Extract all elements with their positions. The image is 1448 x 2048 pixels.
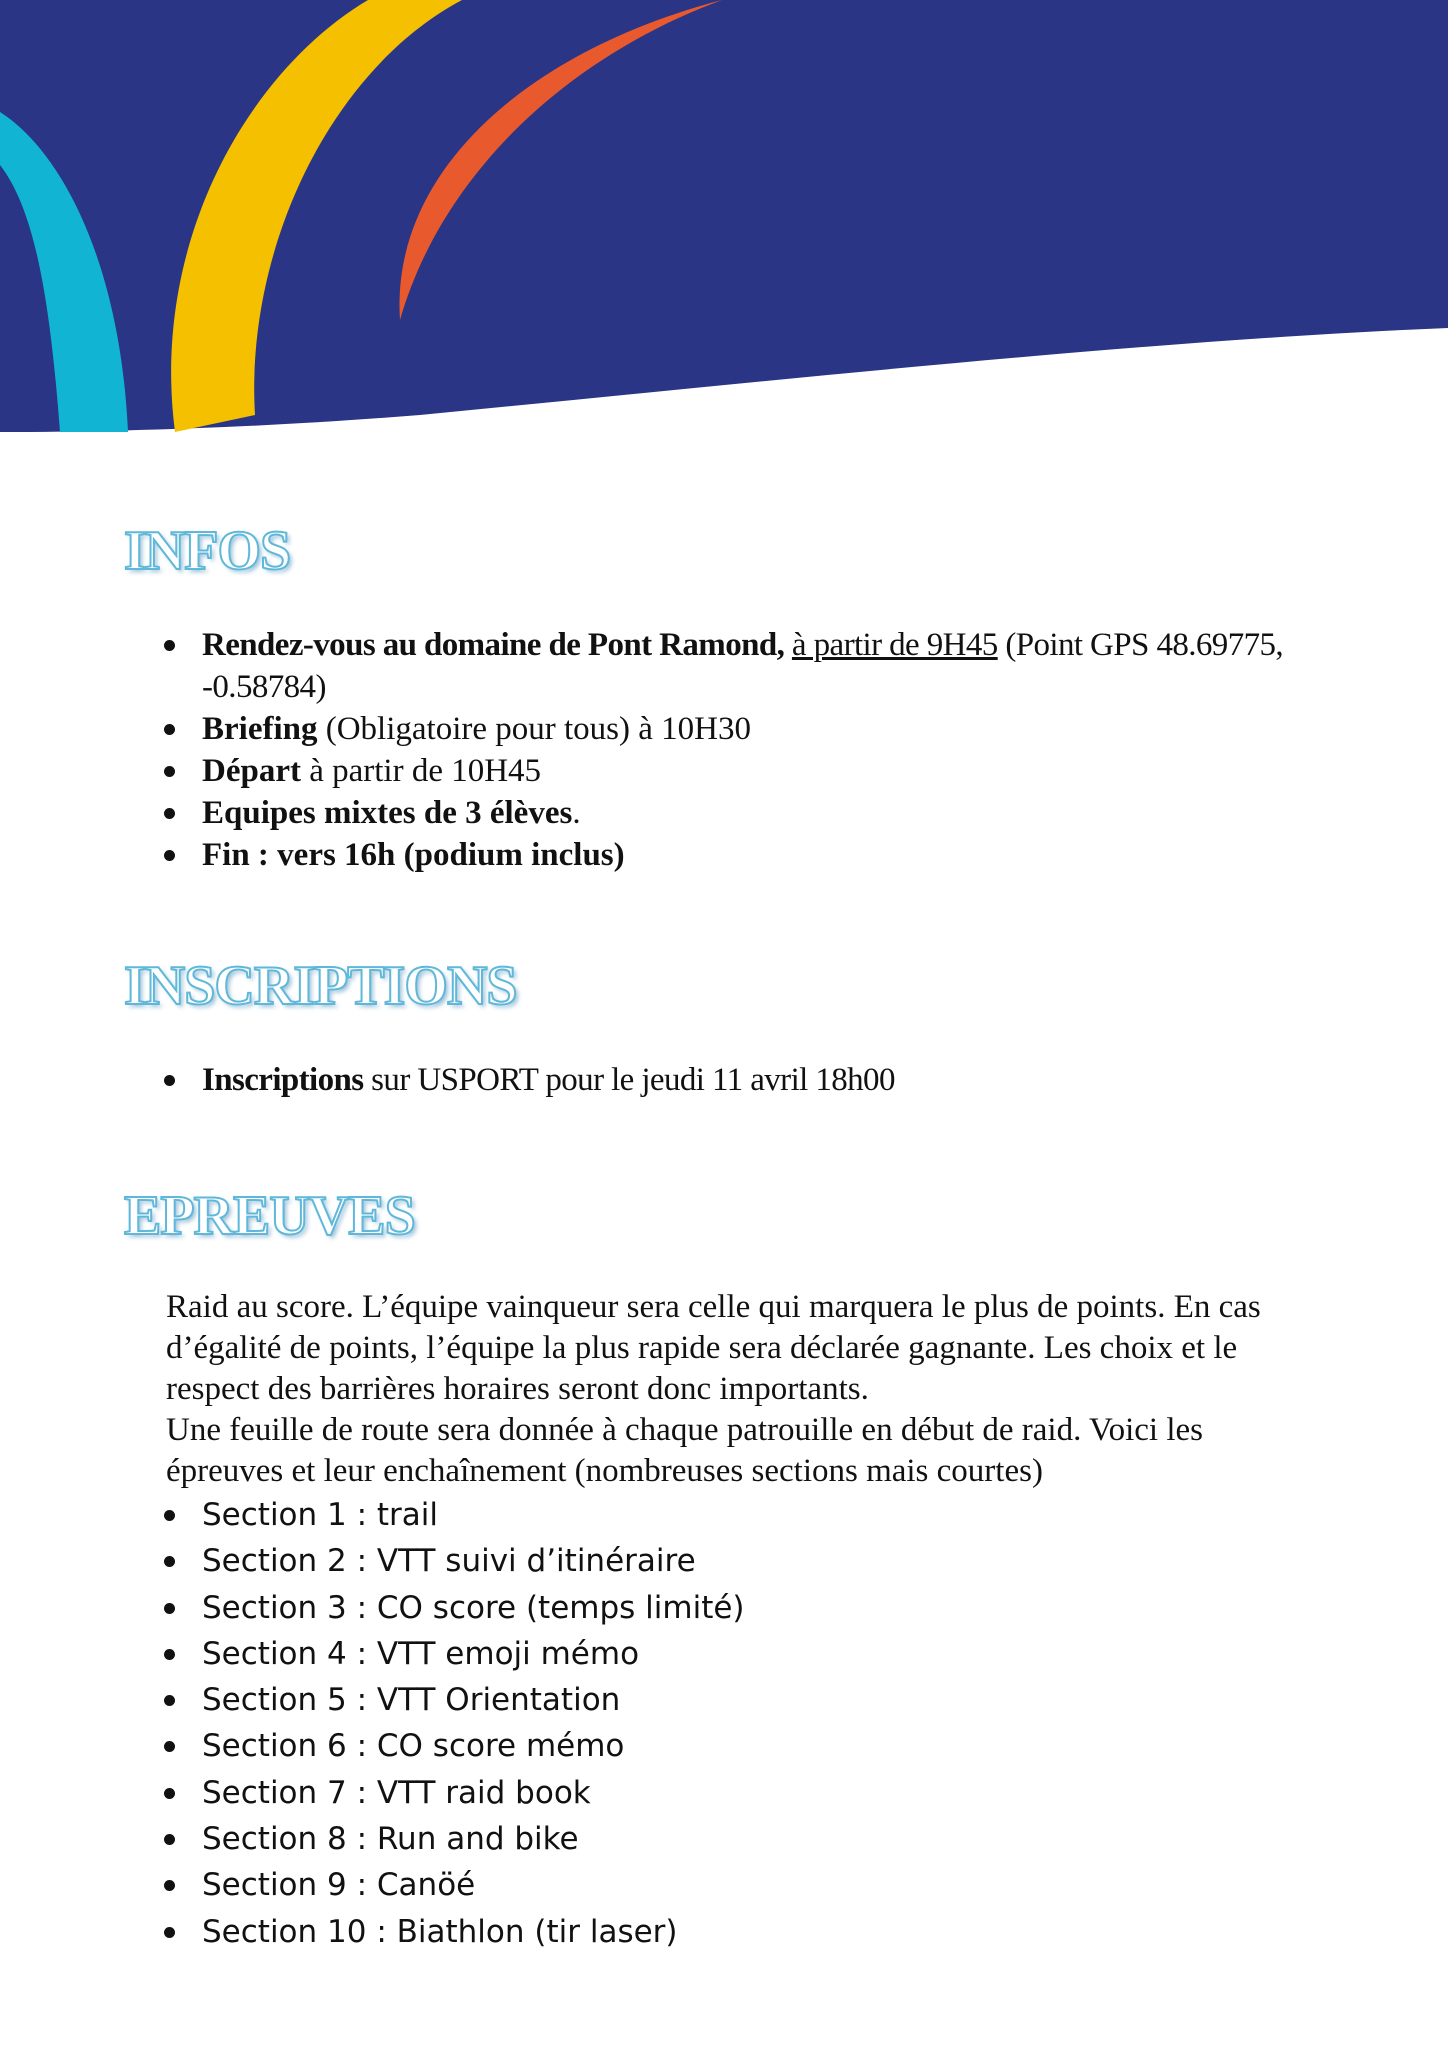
section-item: Section 3 : CO score (temps limité): [160, 1585, 1310, 1631]
inscriptions-item: [160, 1059, 1310, 1101]
infos-item-briefing: [160, 708, 1310, 750]
epreuves-paragraph-rules: Raid au score. L’équipe vainqueur sera celle qui marquera le plus de points. En cas d’égalité de points, l’équipe la plus rapide sera déclarée gagnante. Les choix et le respect des barrières horaires seront donc importants.: [166, 1289, 1261, 1407]
end-label: Fin : vers 16h (podium inclus): [202, 837, 625, 873]
section-item: Section 7 : VTT raid book: [160, 1770, 1310, 1816]
gps-point: (Point GPS 48.69775, -0.58784): [202, 627, 1284, 705]
teams-period: .: [572, 795, 581, 831]
section-item: Section 4 : VTT emoji mémo: [160, 1631, 1310, 1677]
infos-item-end: [160, 834, 1310, 876]
infos-list: [160, 624, 1310, 876]
section-item: Section 1 : trail: [160, 1492, 1310, 1538]
inscriptions-heading: INSCRIPTIONS: [124, 955, 517, 1017]
section-item: Section 8 : Run and bike: [160, 1816, 1310, 1862]
inscriptions-details: sur USPORT pour le jeudi 11 avril 18h00: [371, 1062, 895, 1098]
infos-item-depart: [160, 750, 1310, 792]
inscriptions-label: Inscriptions: [202, 1062, 364, 1098]
briefing-details: (Obligatoire pour tous) à 10H30: [325, 711, 751, 747]
inscriptions-list: [160, 1059, 1310, 1101]
epreuves-heading: EPREUVES: [124, 1185, 415, 1247]
meeting-point-label: Rendez-vous au domaine de Pont Ramond,: [202, 627, 785, 663]
infos-item-meeting-point: [160, 624, 1310, 708]
epreuves-paragraph-roadmap: Une feuille de route sera donnée à chaque patrouille en début de raid. Voici les épreuves et leur enchaînement (nombreuses sections mais courtes): [166, 1412, 1203, 1489]
infos-item-teams: [160, 792, 1310, 834]
header-banner: [0, 0, 1448, 440]
section-item: Section 6 : CO score mémo: [160, 1723, 1310, 1769]
meeting-time: à partir de 9H45: [791, 627, 998, 663]
section-item: Section 2 : VTT suivi d’itinéraire: [160, 1538, 1310, 1584]
depart-time: à partir de 10H45: [309, 753, 542, 789]
depart-label: Départ: [202, 753, 301, 789]
briefing-label: Briefing: [202, 711, 318, 747]
teams-label: Equipes mixtes de 3 élèves: [202, 795, 573, 831]
infos-heading: INFOS: [124, 520, 291, 582]
epreuves-section-list: [160, 1492, 1310, 1955]
section-item: Section 5 : VTT Orientation: [160, 1677, 1310, 1723]
section-item: Section 9 : Canöé: [160, 1862, 1310, 1908]
section-item: Section 10 : Biathlon (tir laser): [160, 1909, 1310, 1955]
